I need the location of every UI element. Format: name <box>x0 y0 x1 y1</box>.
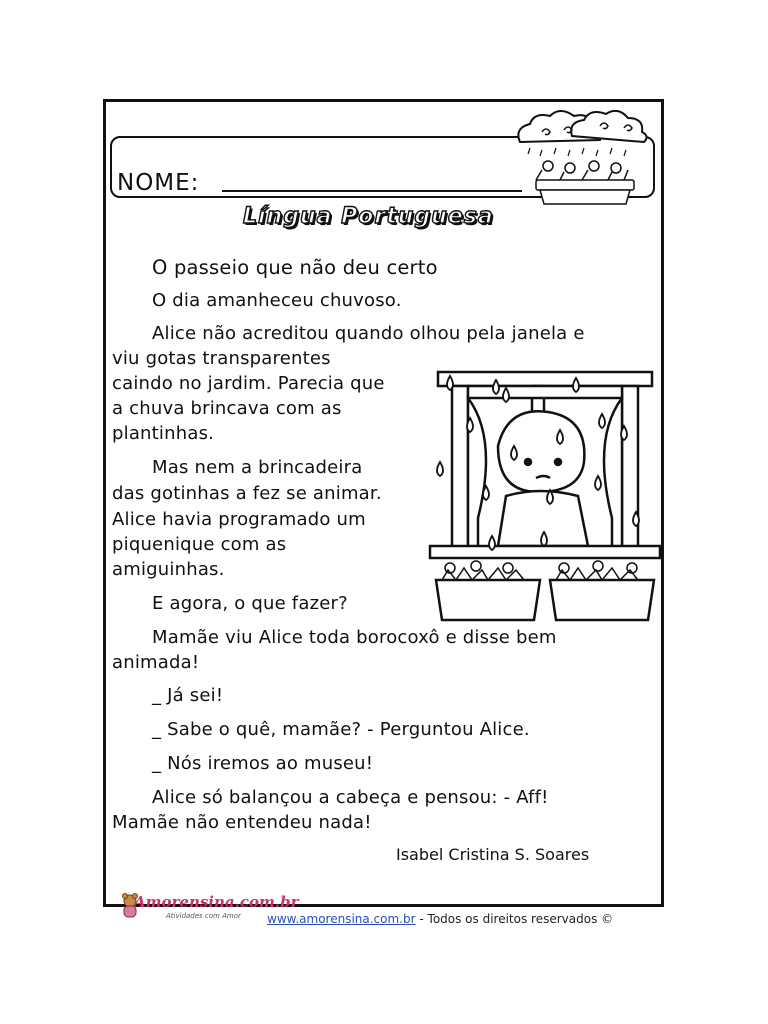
author-name: Isabel Cristina S. Soares <box>396 845 590 864</box>
story-line: O dia amanheceu chuvoso. <box>152 290 402 311</box>
logo-text: Amorensina.com.br <box>134 893 299 911</box>
footer-copyright <box>267 912 613 926</box>
footer-rights: - Todos os direitos reservados © <box>415 912 614 926</box>
story-line: plantinhas. <box>112 423 215 444</box>
story-line: Mamãe viu Alice toda borocoxô e disse bem <box>152 627 557 648</box>
story-line: Mas nem a brincadeira <box>152 457 363 478</box>
story-line: caindo no jardim. Parecia que <box>112 373 385 394</box>
story-line: das gotinhas a fez se animar. <box>112 483 382 504</box>
logo-tagline: Atividades com Amor <box>166 912 241 920</box>
cloud-rain-icon <box>512 110 658 206</box>
name-input-line[interactable] <box>222 190 522 192</box>
name-label: NOME: <box>117 170 200 196</box>
story-line: Alice não acreditou quando olhou pela janela e <box>152 323 585 344</box>
story-line: _ Nós iremos ao museu! <box>152 753 374 774</box>
story-line: animada! <box>112 652 200 673</box>
footer-site-link[interactable]: www.amorensina.com.br <box>267 912 416 926</box>
subject-title: Língua Portuguesa <box>243 204 494 229</box>
story-line: Alice só balançou a cabeça e pensou: - Aff! <box>152 787 549 808</box>
story-title: O passeio que não deu certo <box>152 256 438 279</box>
story-line: a chuva brincava com as <box>112 398 342 419</box>
story-line: Mamãe não entendeu nada! <box>112 812 372 833</box>
story-line: Alice havia programado um <box>112 509 366 530</box>
story-line: _ Sabe o quê, mamãe? - Perguntou Alice. <box>152 719 530 740</box>
story-line: E agora, o que fazer? <box>152 593 348 614</box>
story-line: piquenique com as <box>112 534 287 555</box>
story-line: _ Já sei! <box>152 685 224 706</box>
girl-window-illustration <box>428 366 664 624</box>
story-line: amiguinhas. <box>112 559 225 580</box>
story-line: viu gotas transparentes <box>112 348 331 369</box>
